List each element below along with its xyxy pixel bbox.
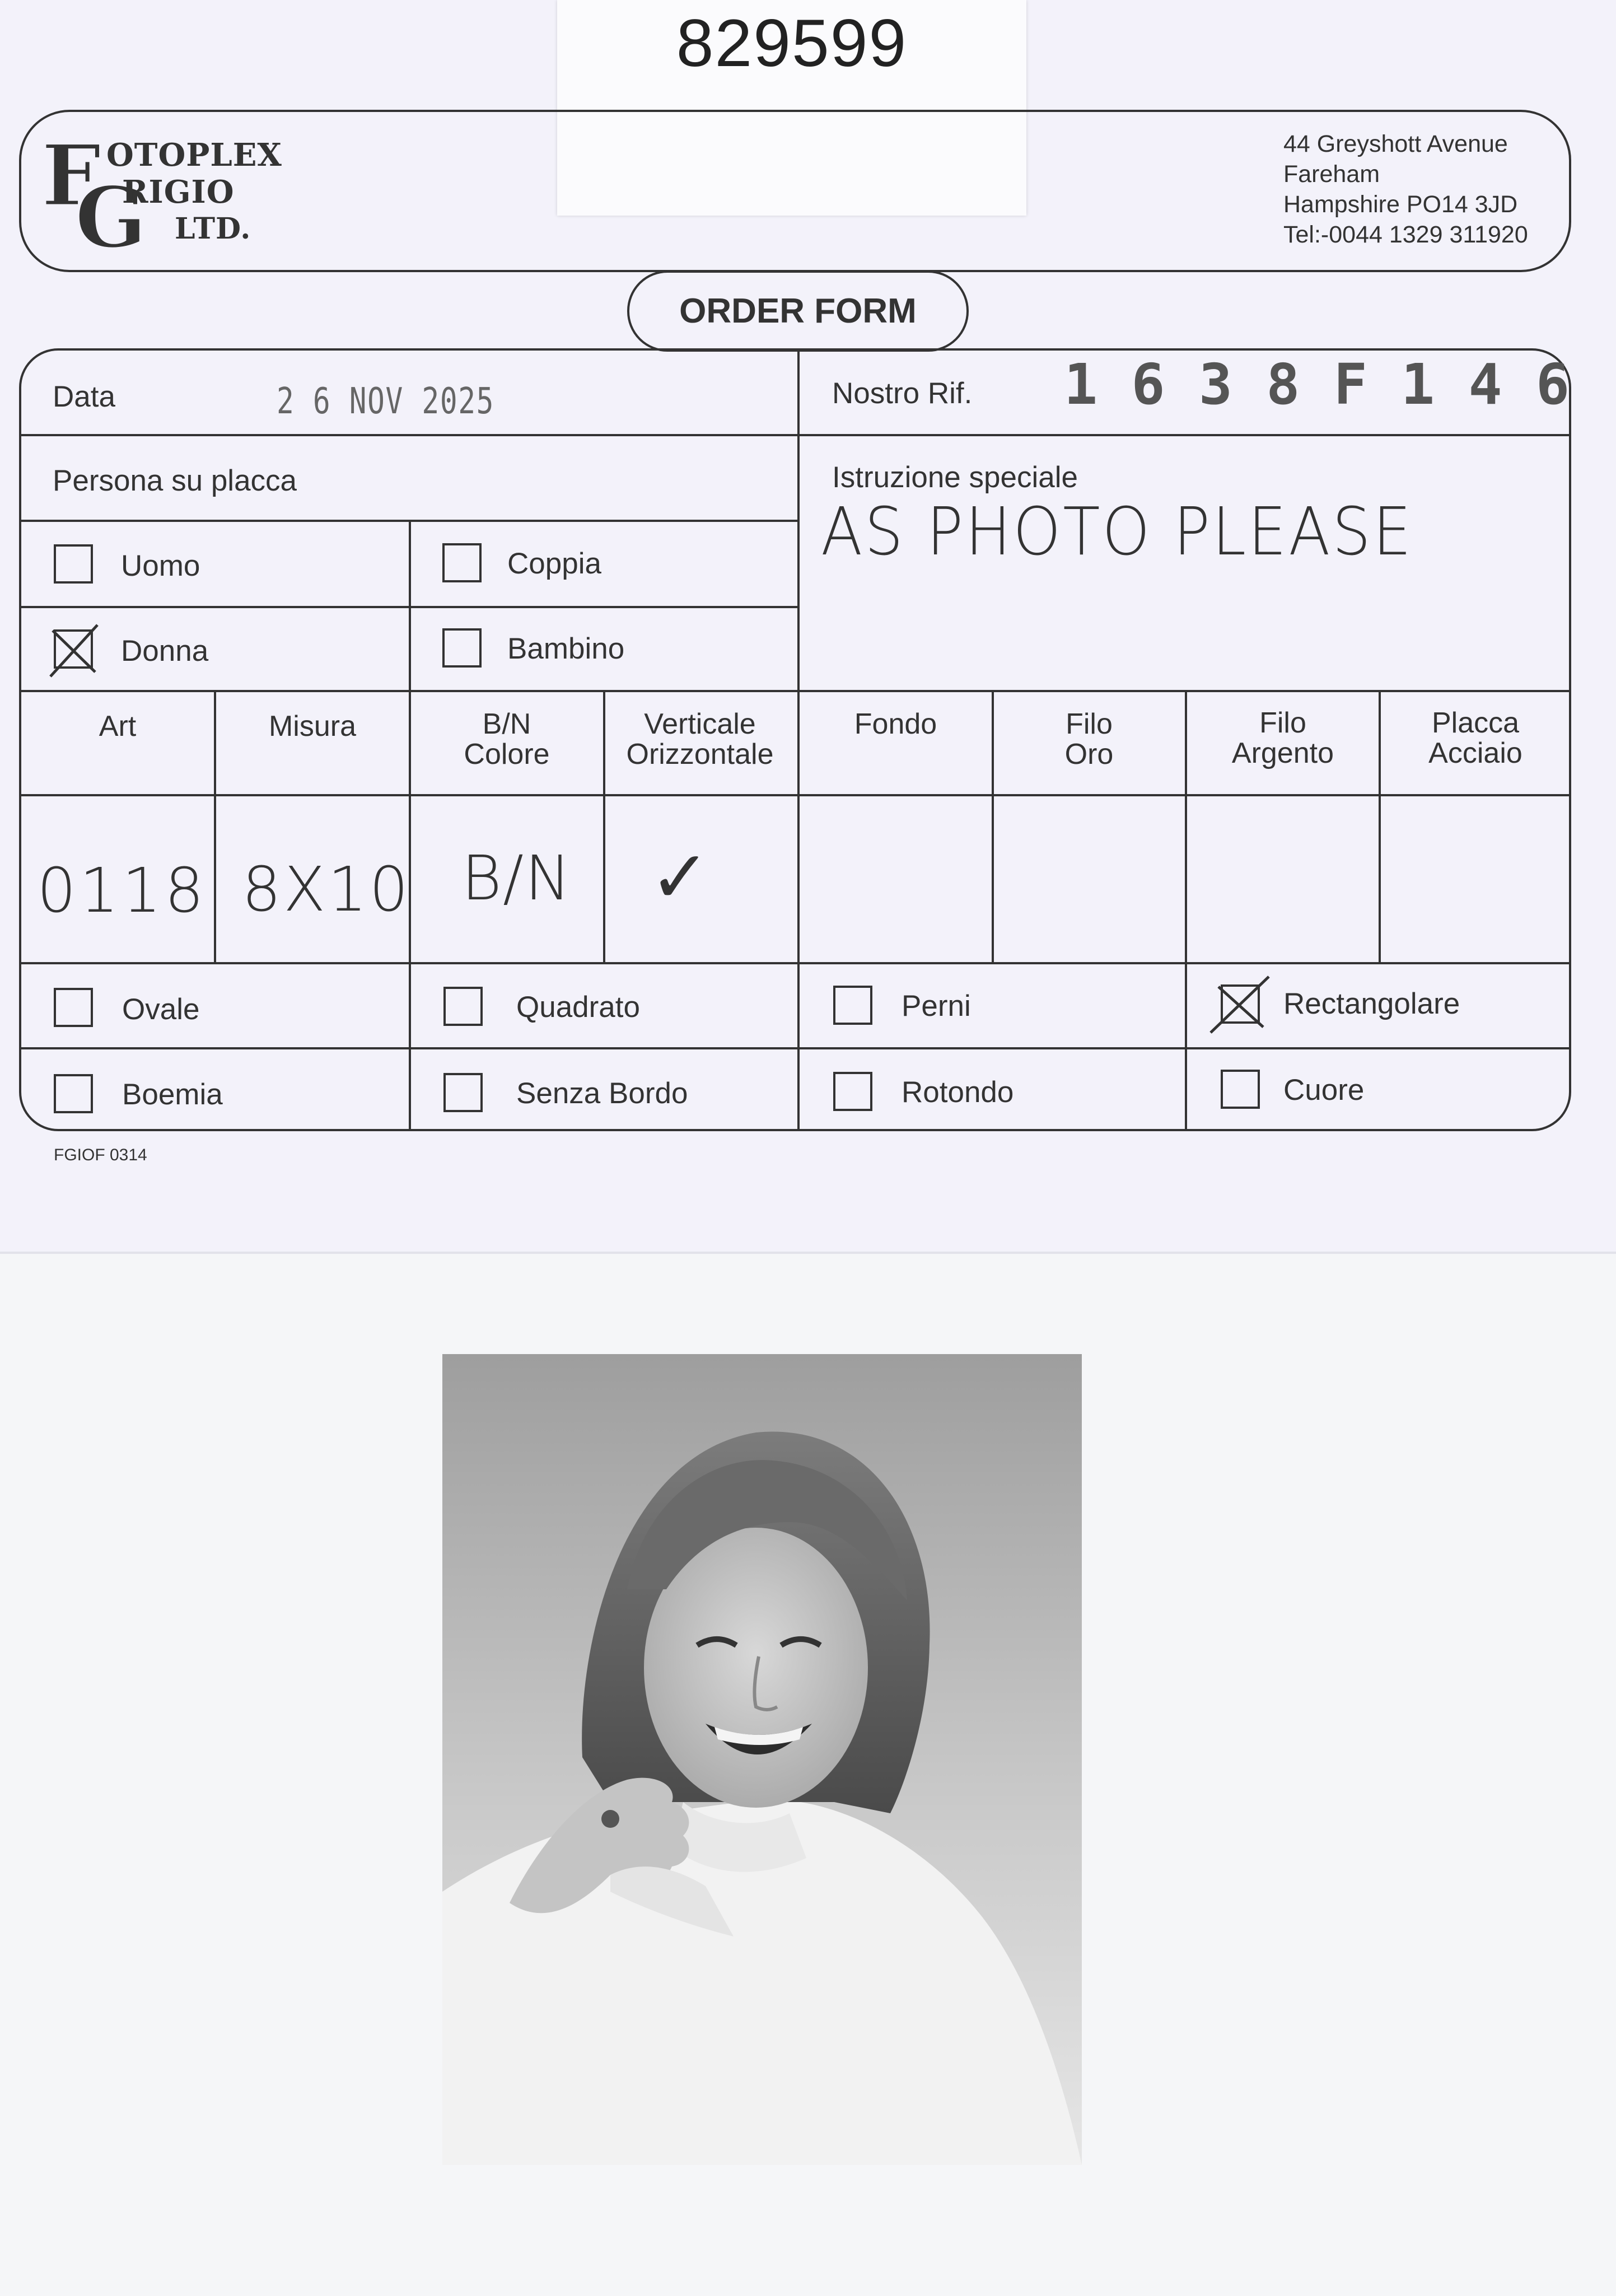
ovale-checkbox[interactable] [54,988,93,1027]
quadrato-checkbox[interactable] [443,987,483,1026]
rectangolare-label: Rectangolare [1283,987,1460,1020]
logo-letter-g: G [75,169,147,250]
portrait-photo [442,1354,1082,2165]
column-header-filo-argento: Filo Argento [1231,707,1334,769]
address-line: Tel:-0044 1329 311920 [1283,221,1528,248]
person-label: Persona su placca [53,464,297,497]
grid-line [603,690,605,963]
grid-line [20,794,1570,796]
boemia-checkbox[interactable] [54,1074,93,1113]
instruction-handwriting: AS PHOTO PLEASE [821,493,1414,570]
form-title: ORDER FORM [627,270,969,352]
grid-line [1185,690,1187,1130]
grid-line [992,690,994,963]
coppia-checkbox[interactable] [442,543,482,582]
logo-line-1: OTOPLEX [106,137,282,174]
address-line: Fareham [1283,161,1380,188]
date-stamp: 2 6 NOV 2025 [277,381,495,422]
instruction-label: Istruzione speciale [832,461,1078,494]
perni-label: Perni [902,990,971,1023]
rotondo-label: Rotondo [902,1076,1014,1109]
perni-checkbox[interactable] [833,986,872,1025]
uomo-checkbox[interactable] [54,544,93,584]
art-value: 0118 [37,855,207,926]
grid-line [20,962,1570,964]
logo-letter-f: F [41,132,101,225]
ovale-label: Ovale [122,993,200,1026]
grid-line [797,349,800,1130]
check-x-icon [44,619,105,681]
address-line: Hampshire PO14 3JD [1283,191,1518,218]
column-header-verticale: Verticale Orizzontale [626,708,774,771]
column-header-filo-oro: Filo Oro [1064,708,1114,771]
company-address [1283,129,1528,250]
grid-line [20,690,1570,692]
ref-stamp: 1 6 3 8 F 1 4 6 [1064,352,1570,417]
ticket-number: 829599 [676,6,908,81]
donna-label: Donna [121,634,209,668]
column-header-misura: Misura [268,710,357,743]
logo-line-3: LTD. [175,212,251,246]
rectangolare-checkbox[interactable] [1221,984,1260,1024]
data-label: Data [53,380,115,413]
uomo-label: Uomo [121,549,200,582]
cuore-checkbox[interactable] [1221,1070,1260,1109]
grid-line [1379,690,1381,963]
bambino-label: Bambino [507,632,625,665]
donna-checkbox[interactable] [54,629,93,669]
grid-line [20,1047,1570,1049]
form-code: FGIOF 0314 [54,1146,147,1164]
coppia-label: Coppia [507,547,601,580]
column-header-bn-colore: B/N Colore [464,708,550,771]
senza-bordo-label: Senza Bordo [516,1077,688,1110]
logo-line-2: RIGIO [122,174,235,211]
grid-line [20,434,1570,436]
column-header-fondo: Fondo [854,708,937,740]
boemia-label: Boemia [122,1078,223,1111]
senza-bordo-checkbox[interactable] [443,1073,483,1112]
ref-label: Nostro Rif. [832,377,973,410]
bn-colore-value: B/N [461,842,572,914]
cuore-label: Cuore [1283,1074,1365,1107]
check-x-icon [1211,974,1272,1036]
quadrato-label: Quadrato [516,991,640,1024]
bambino-checkbox[interactable] [442,628,482,668]
column-header-art: Art [99,710,137,743]
verticale-check: ✓ [650,834,711,920]
column-header-placca-acciaio: Placca Acciaio [1428,707,1522,769]
grid-line [409,520,411,691]
misura-value: 8X10 [242,853,411,925]
address-line: 44 Greyshott Avenue [1283,130,1508,157]
rotondo-checkbox[interactable] [833,1072,872,1111]
